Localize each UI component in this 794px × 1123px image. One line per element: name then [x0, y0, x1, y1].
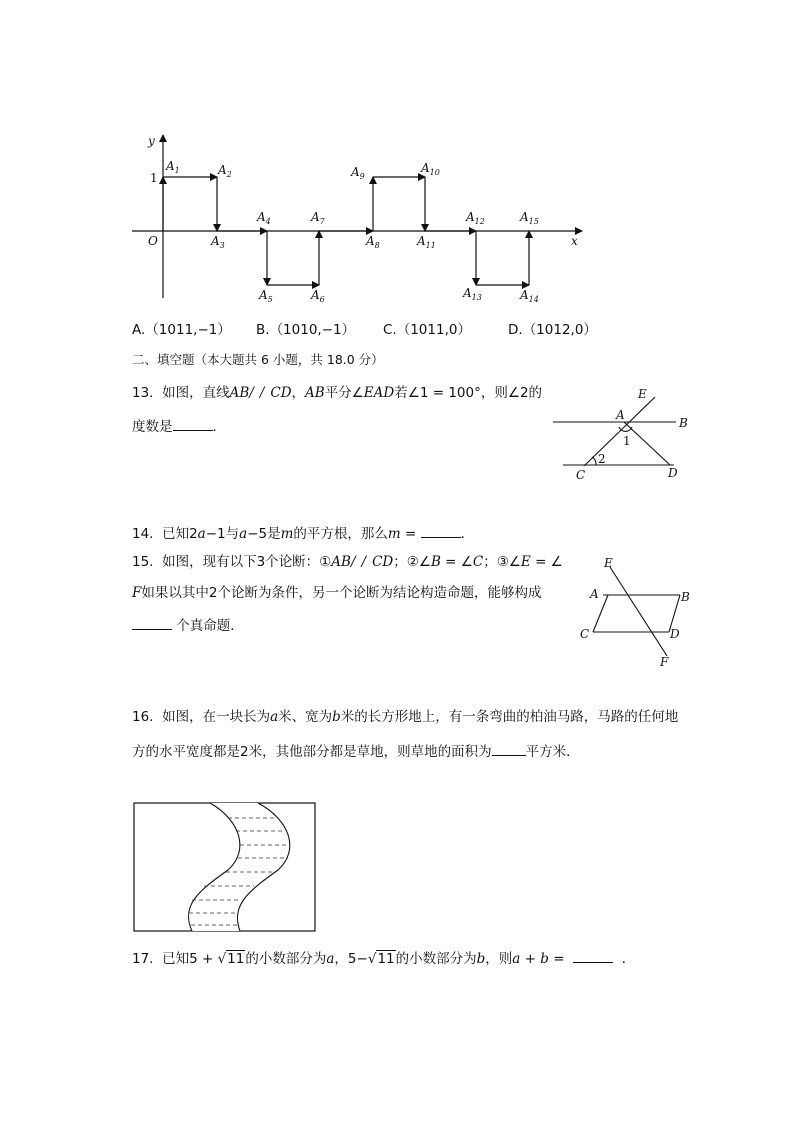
question-15-line-2: F如果以其中2个论断为条件，另一个论断为结论构造命题，能够构成 [132, 585, 542, 601]
origin-label: O [148, 234, 158, 248]
y-axis-label: y [148, 134, 155, 148]
q15-label-b: B [681, 590, 690, 604]
q13-label-d: D [668, 466, 678, 480]
q16-figure [134, 803, 315, 931]
q17-answer-blank[interactable] [573, 950, 613, 963]
point-label-a10: $A_{10}$ [421, 161, 440, 177]
question-13-line-2: 度数是 ． [132, 419, 226, 435]
q14-answer-blank[interactable] [421, 525, 461, 538]
point-label-a5: $A_5$ [259, 288, 273, 304]
point-label-a8: $A_8$ [366, 234, 380, 250]
q13-label-2: 2 [598, 452, 606, 466]
q15-label-a: A [590, 587, 599, 601]
q12-option-a[interactable]: A.（1011,−1） [132, 322, 231, 338]
question-15-line-1: 15. 如图，现有以下3个论断：①AB//CD；②∠B = ∠C；③∠E = ∠ [132, 554, 563, 570]
q15-label-d: D [670, 627, 680, 641]
question-16-line-2: 方的水平宽度都是2米，其他部分都是草地，则草地的面积为 平方米． [132, 744, 580, 760]
q12-option-b[interactable]: B.（1010,−1） [256, 322, 356, 338]
q15-figure [593, 567, 680, 656]
q13-label-c: C [576, 468, 586, 482]
y-tick-1: 1 [150, 171, 158, 185]
q12-option-c[interactable]: C.（1011,0） [383, 322, 471, 338]
point-label-a14: $A_{14}$ [520, 288, 539, 304]
section-title: 二、填空题（本大题共 6 小题，共 18.0 分） [132, 352, 384, 367]
q15-label-e: E [604, 556, 613, 570]
q12-option-d[interactable]: D.（1012,0） [508, 322, 597, 338]
point-label-a2: $A_2$ [218, 163, 232, 179]
q15-answer-blank[interactable] [132, 617, 172, 630]
point-label-a3: $A_3$ [211, 234, 225, 250]
question-16-line-1: 16. 如图，在一块长为a米、宽为b米的长方形地上，有一条弯曲的柏油马路，马路的任何地 [132, 709, 679, 725]
question-15-line-3: 个真命题． [132, 617, 244, 634]
point-label-a1: $A_1$ [166, 159, 180, 175]
point-label-a4: $A_4$ [257, 210, 271, 226]
point-label-a12: $A_{12}$ [466, 210, 485, 226]
sqrt-11-second: √11 [367, 951, 395, 967]
point-label-a6: $A_6$ [311, 288, 325, 304]
q13-label-b: B [679, 416, 688, 430]
q13-label-a: A [616, 408, 625, 422]
q13-figure [553, 397, 676, 466]
q13-label-1: 1 [623, 434, 631, 448]
q15-label-c: C [580, 627, 590, 641]
point-label-a9: $A_9$ [351, 165, 365, 181]
q13-answer-blank[interactable] [173, 418, 213, 431]
point-label-a13: $A_{13}$ [463, 286, 482, 302]
point-label-a15: $A_{15}$ [520, 210, 539, 226]
question-14: 14. 已知2a−1与a−5是m的平方根，那么m = ． [132, 526, 475, 542]
question-17: 17. 已知5 + √11的小数部分为a，5−√11的小数部分为b，则a + b = ． [132, 951, 636, 967]
point-label-a7: $A_7$ [311, 210, 325, 226]
x-axis-label: x [571, 234, 578, 248]
sqrt-11-first: √11 [217, 951, 245, 967]
q16-answer-blank[interactable] [492, 743, 526, 756]
question-13-line-1: 13. 如图，直线AB//CD，AB平分∠EAD若∠1 = 100°，则∠2的 [132, 385, 543, 401]
q13-label-e: E [638, 387, 647, 401]
q15-label-f: F [660, 655, 669, 669]
point-label-a11: $A_{11}$ [417, 234, 436, 250]
